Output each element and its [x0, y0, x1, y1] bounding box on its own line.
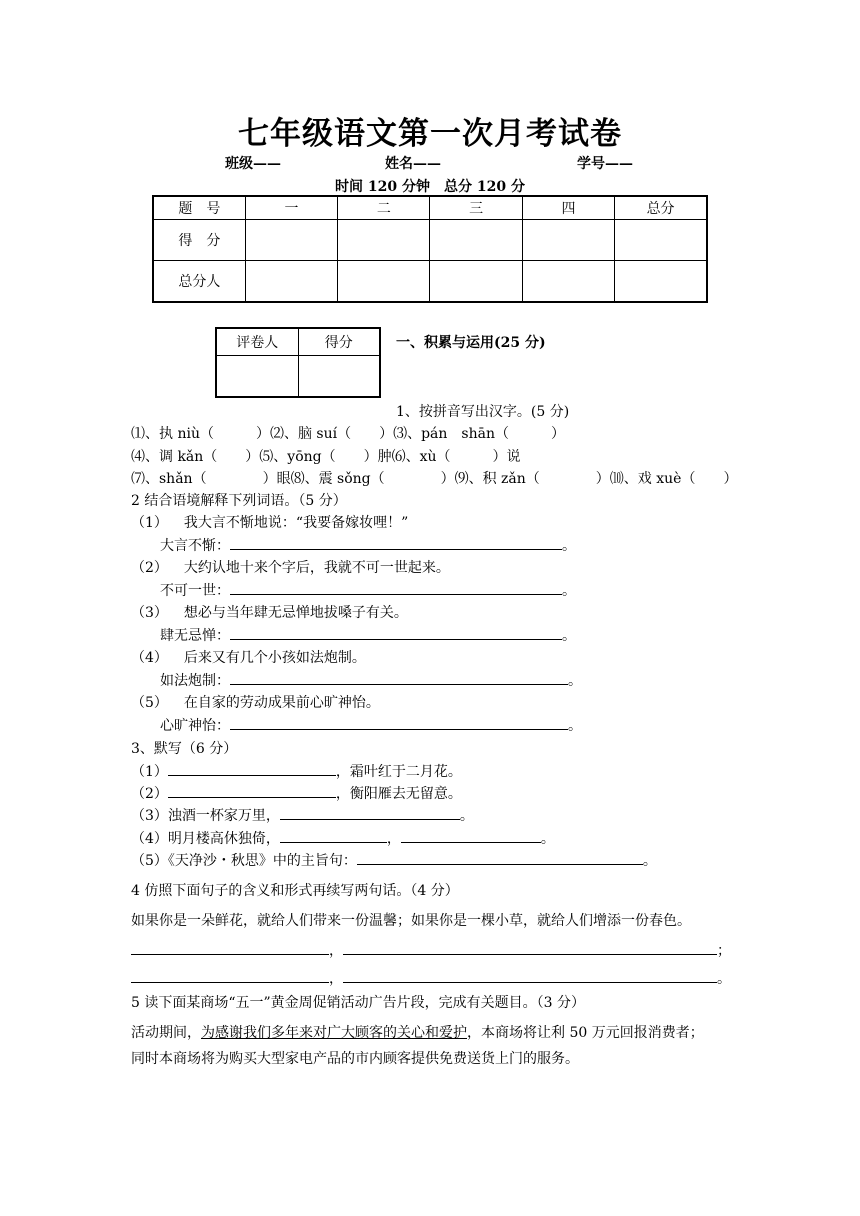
- q2-sentence: 大约认地十来个字后，我就不可一世起来。: [183, 560, 450, 576]
- grader-score-cell[interactable]: [298, 356, 380, 398]
- scorer-cell[interactable]: [615, 261, 707, 303]
- answer-blank[interactable]: [230, 625, 562, 640]
- name-label: 姓名——: [385, 156, 441, 172]
- answer-blank[interactable]: [280, 828, 387, 843]
- grader-score-header: 得分: [298, 328, 380, 356]
- q5-text: ，本商场将让利 50 万元回报消费者；: [467, 1025, 704, 1041]
- section-heading: 一、积累与运用(25 分): [396, 335, 546, 351]
- answer-blank[interactable]: [280, 805, 460, 820]
- q2-item: [131, 692, 380, 712]
- punct: 。: [717, 971, 731, 987]
- q3-item: [131, 761, 462, 781]
- q4-title: 4 仿照下面句子的含义和形式再续写两句话。（4 分）: [131, 883, 459, 899]
- q1-line-1: ⑴、执 niù（ ）⑵、脑 suí（ ）⑶、pán shān（ ）: [131, 426, 565, 442]
- punct: 。: [568, 673, 582, 689]
- q5-underlined-text: 为感谢我们多年来对广大顾客的关心和爱护: [201, 1025, 467, 1041]
- answer-blank[interactable]: [230, 580, 562, 595]
- q3-text: ，霜叶红于二月花。: [335, 764, 462, 780]
- q2-sentence: 想必与当年肆无忌惮地拔嗓子有关。: [183, 605, 408, 621]
- q3-num: （1）: [131, 764, 168, 780]
- q3-num: （3）: [131, 808, 168, 824]
- scorer-cell[interactable]: [430, 261, 522, 303]
- q2-num: （1）: [131, 515, 168, 531]
- answer-blank[interactable]: [230, 670, 568, 685]
- q2-sentence: 后来又有几个小孩如法炮制。: [183, 650, 366, 666]
- answer-blank[interactable]: [343, 940, 717, 955]
- q2-term: 大言不惭：: [160, 538, 230, 554]
- score-table: [152, 195, 708, 303]
- q2-item: [131, 602, 408, 622]
- q2-answer-line: [160, 535, 576, 555]
- q2-term: 肆无忌惮：: [160, 628, 230, 644]
- q3-text: 《天净沙・秋思》中的主旨句：: [167, 853, 357, 869]
- punct: 。: [562, 628, 576, 644]
- q2-answer-line: [160, 670, 582, 690]
- q5-title: 5 读下面某商场“五一”黄金周促销活动广告片段，完成有关题目。（3 分）: [131, 995, 586, 1011]
- q4-example: 如果你是一朵鲜花，就给人们带来一份温馨；如果你是一棵小草，就给人们增添一份春色。: [131, 913, 691, 929]
- q2-term: 如法炮制：: [160, 673, 230, 689]
- score-col-4: 四: [522, 196, 614, 220]
- q3-title: 3、默写（6 分）: [131, 741, 238, 757]
- q5-text-line-2: 同时本商场将为购买大型家电产品的市内顾客提供免费送货上门的服务。: [131, 1051, 579, 1067]
- punct: 。: [540, 831, 555, 847]
- punct: ；: [717, 943, 731, 959]
- q2-sentence: 在自家的劳动成果前心旷神怡。: [183, 695, 380, 711]
- answer-blank[interactable]: [168, 783, 336, 798]
- q2-num: （5）: [131, 695, 168, 711]
- q2-num: （4）: [131, 650, 168, 666]
- q3-num: （4）: [131, 831, 168, 847]
- scorer-row-label: 总分人: [153, 261, 245, 303]
- page-title: 七年级语文第一次月考试卷: [238, 116, 622, 152]
- q2-term: 不可一世：: [160, 583, 230, 599]
- score-row-label: 得 分: [153, 220, 245, 261]
- q2-answer-line: [160, 715, 582, 735]
- q1-title: 1、按拼音写出汉字。(5 分): [396, 404, 570, 420]
- q5-text: 活动期间，: [131, 1025, 201, 1041]
- punct: 。: [642, 853, 657, 869]
- score-col-3: 三: [430, 196, 522, 220]
- q2-num: （3）: [131, 605, 168, 621]
- punct: ，: [386, 831, 401, 847]
- class-label: 班级——: [225, 156, 281, 172]
- q2-sentence: 我大言不惭地说：“我要备嫁妆哩！”: [183, 515, 409, 531]
- scorer-cell[interactable]: [522, 261, 614, 303]
- q3-text: 浊酒一杯家万里，: [167, 808, 280, 824]
- punct: 。: [562, 583, 576, 599]
- q2-term: 心旷神怡：: [160, 718, 230, 734]
- q3-text: 明月楼高休独倚，: [167, 831, 280, 847]
- answer-blank[interactable]: [401, 828, 541, 843]
- q3-num: （2）: [131, 786, 168, 802]
- grader-header: 评卷人: [216, 328, 298, 356]
- q2-item: [131, 647, 366, 667]
- q2-item: [131, 557, 450, 577]
- time-score-info: 时间 120 分钟 总分 120 分: [335, 179, 525, 195]
- score-col-total: 总分: [615, 196, 707, 220]
- q1-line-3: ⑺、shǎn（ ）眼⑻、震 sǒng（ ）⑼、积 zǎn（ ）⑽、戏 xuè（ ）: [131, 471, 738, 487]
- q2-num: （2）: [131, 560, 168, 576]
- punct: ，: [329, 971, 343, 987]
- q2-item: [131, 512, 408, 532]
- grader-table: [215, 327, 381, 398]
- score-cell[interactable]: [245, 220, 337, 261]
- score-cell[interactable]: [615, 220, 707, 261]
- punct: ，: [329, 943, 343, 959]
- q2-title: 2 结合语境解释下列词语。（5 分）: [131, 493, 347, 509]
- score-col-1: 一: [245, 196, 337, 220]
- q3-num: （5）: [131, 853, 168, 869]
- score-col-2: 二: [338, 196, 430, 220]
- q5-text-line-1: [131, 1022, 704, 1042]
- answer-blank[interactable]: [343, 968, 717, 983]
- q4-answer-line: [131, 968, 731, 988]
- punct: 。: [459, 808, 474, 824]
- scorer-cell[interactable]: [338, 261, 430, 303]
- q3-text: ，衡阳雁去无留意。: [335, 786, 462, 802]
- q2-answer-line: [160, 580, 576, 600]
- answer-blank[interactable]: [168, 761, 336, 776]
- q3-item: [131, 805, 474, 825]
- answer-blank[interactable]: [131, 968, 329, 983]
- q4-answer-line: [131, 940, 731, 960]
- q2-answer-line: [160, 625, 576, 645]
- q3-item: [131, 783, 462, 803]
- student-id-label: 学号——: [577, 156, 633, 172]
- answer-blank[interactable]: [230, 535, 562, 550]
- score-cell[interactable]: [522, 220, 614, 261]
- score-cell[interactable]: [430, 220, 522, 261]
- q3-item: [131, 850, 657, 870]
- punct: 。: [562, 538, 576, 554]
- score-cell[interactable]: [338, 220, 430, 261]
- answer-blank[interactable]: [357, 850, 643, 865]
- q1-line-2: ⑷、调 kǎn（ ）⑸、yōng（ ）肿⑹、xù（ ）说: [131, 449, 521, 465]
- q3-item: [131, 828, 555, 848]
- grader-cell[interactable]: [216, 356, 298, 398]
- score-table-header-label: 题 号: [153, 196, 245, 220]
- answer-blank[interactable]: [131, 940, 329, 955]
- answer-blank[interactable]: [230, 715, 568, 730]
- scorer-cell[interactable]: [245, 261, 337, 303]
- punct: 。: [568, 718, 582, 734]
